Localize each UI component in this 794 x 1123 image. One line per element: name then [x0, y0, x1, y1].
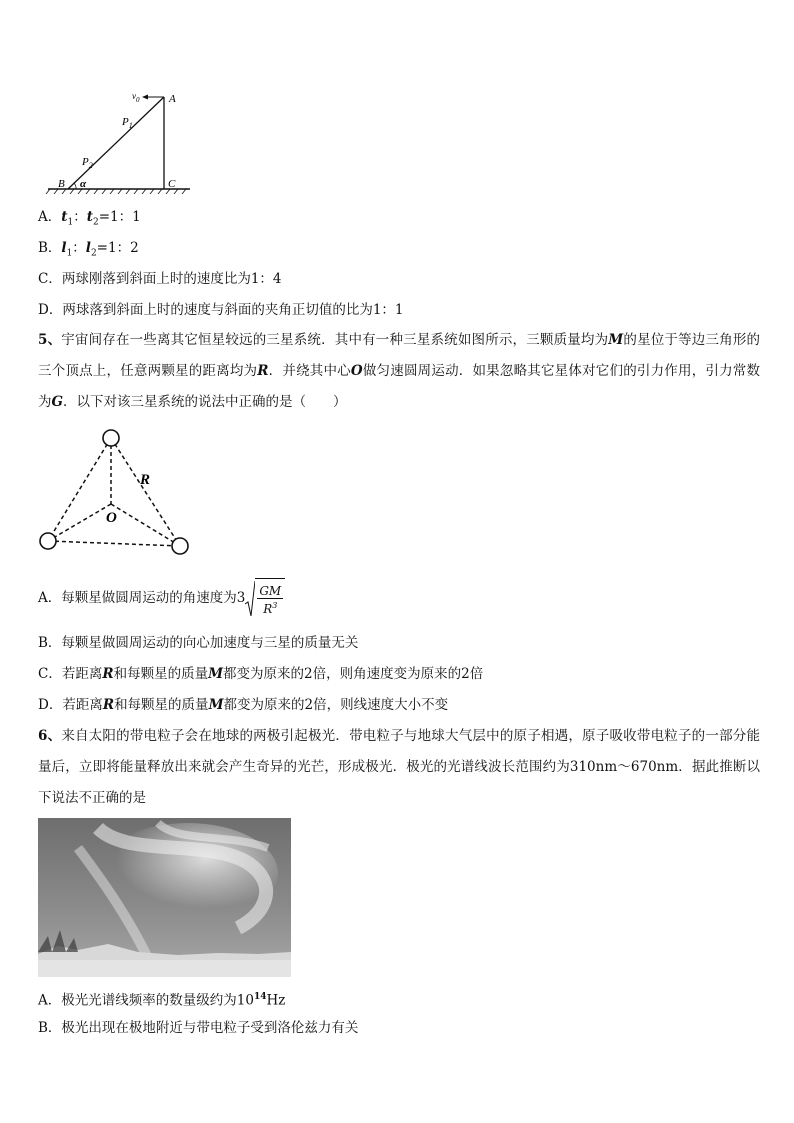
q5-option-a: A．每颗星做圆周运动的角速度为3 $\frac{GM}{R^3}$: [38, 578, 285, 619]
q5-stem: 5、宇宙间存在一些离其它恒星较远的三星系统．其中有一种三星系统如图所示，三颗质量均为M的星位于等边三角形的三个顶点上，任意两颗星的距离均为R．并绕其中心O做匀速圆周运动．如果忽略其它星体对它们的引力作用，引力常数为G．以下对该三星系统的说法中正确的是（ ）: [38, 332, 761, 410]
q6-option-a: A．极光光谱线频率的数量级约为$10^{14}Hz$: [38, 992, 286, 1009]
q4-option-a: A．$t_1$：$t_2=1$：1: [38, 209, 141, 228]
incline-figure: [40, 85, 200, 197]
q5-option-b: B．每颗星做圆周运动的向心加速度与三星的质量无关: [38, 635, 359, 651]
aurora-photo: [38, 818, 291, 977]
label-R: R: [140, 472, 151, 488]
sqrt-expression: [245, 578, 285, 619]
q5-option-d: D．若距离R和每颗星的质量M都变为原来的2倍，则线速度大小不变: [38, 697, 449, 713]
fraction-gm-r3: $\frac{GM}{R^3}$: [259, 583, 282, 616]
star-left: [40, 533, 56, 549]
dashed-radius-right: [111, 504, 180, 546]
label-P2: $P_2$: [82, 156, 93, 170]
label-C: C: [168, 178, 176, 190]
label-A: A: [169, 93, 176, 105]
q4-option-b: B．$l_1$：$l_2=1$：2: [38, 240, 139, 259]
star-right: [172, 538, 188, 554]
dashed-side-right: [111, 438, 180, 546]
q4-option-c: C．两球刚落到斜面上时的速度比为1：4: [38, 271, 282, 287]
label-alpha: α: [80, 178, 87, 190]
label-O: O: [106, 510, 117, 526]
q5-option-c: C．若距离R和每颗星的质量M都变为原来的2倍，则角速度变为原来的2倍: [38, 666, 484, 682]
radical-sign: [245, 580, 255, 618]
velocity-arrow-head: [142, 95, 148, 100]
q4-option-d: D．两球落到斜面上时的速度与斜面的夹角正切值的比为1：1: [38, 302, 404, 318]
q6-option-b: B．极光出现在极地附近与带电粒子受到洛伦兹力有关: [38, 1020, 359, 1036]
dashed-radius-left: [48, 504, 111, 541]
dashed-side-left: [48, 438, 111, 541]
q6-stem: 6、来自太阳的带电粒子会在地球的两极引起极光．带电粒子与地球大气层中的原子相遇，原子吸收带电粒子的一部分能量后，立即将能量释放出来就会产生奇异的光芒，形成极光．极光的光谱线波长范围约为310nm～670nm．据此推断以下说法不正确的是: [38, 728, 760, 806]
three-star-figure: [36, 424, 196, 559]
star-top: [103, 430, 119, 446]
label-B: B: [58, 178, 65, 190]
label-v0: $v_0$: [132, 91, 140, 104]
angle-arc: [74, 183, 76, 189]
label-P1: $P_1$: [122, 116, 133, 130]
dashed-side-bottom: [48, 541, 180, 546]
incline-line: [68, 97, 164, 189]
